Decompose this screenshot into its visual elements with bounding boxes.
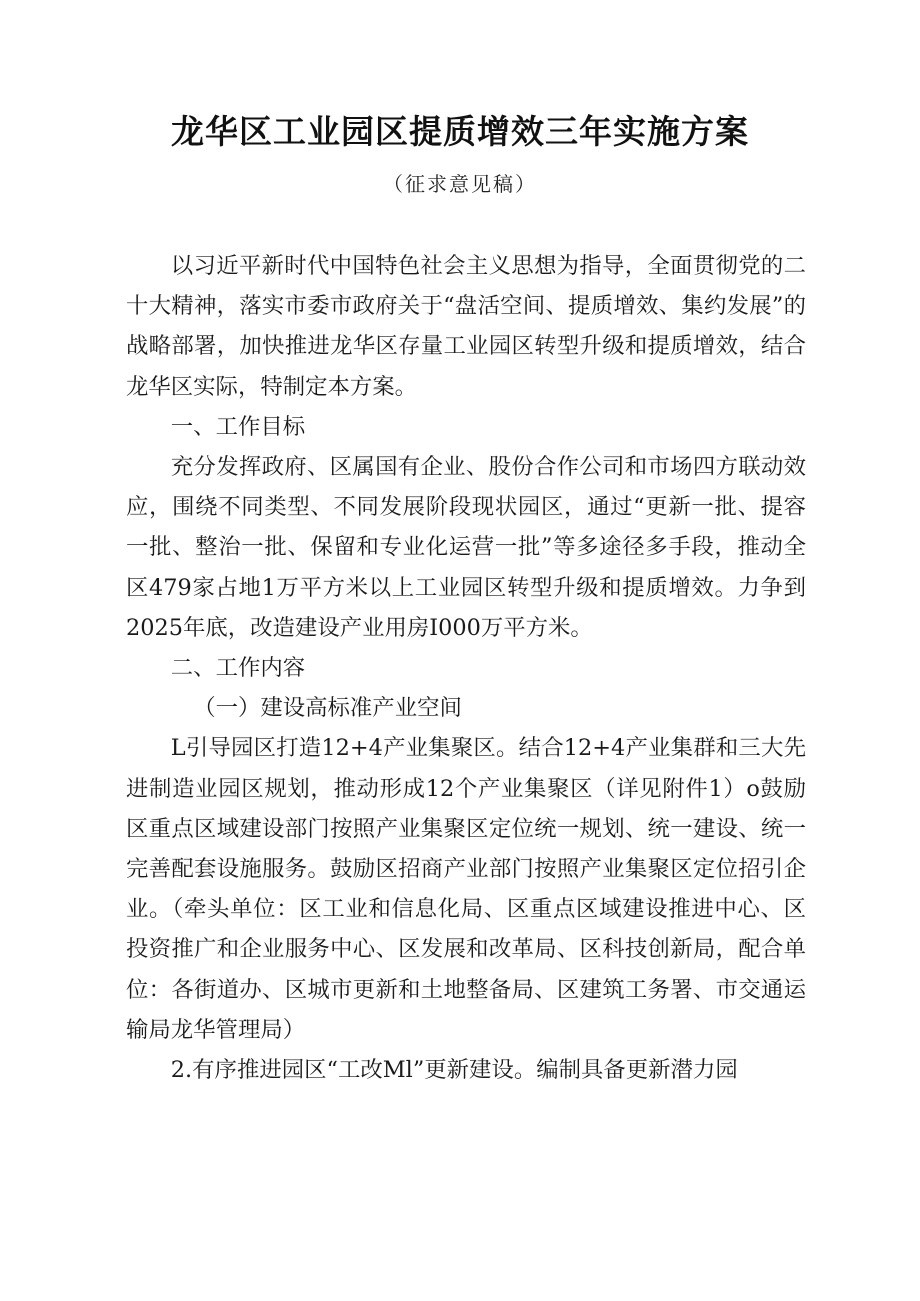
document-title: 龙华区工业园区提质增效三年实施方案 <box>171 112 749 151</box>
goals-paragraph: 充分发挥政府、区属国有企业、股份合作公司和市场四方联动效应，围绕不同类型、不同发展阶段现状园区，通过“更新一批、提容一批、整治一批、保留和专业化运营一批”等多途径多手段，推动全区479家占地1万平方米以上工业园区转型升级和提质增效。力争到2025年底，改造建设产业用房I000万平方米。 <box>126 454 806 641</box>
section-heading-content: 二、工作内容 <box>170 655 306 682</box>
document-subtitle: （征求意见稿） <box>383 172 537 196</box>
intro-paragraph: 以习近平新时代中国特色社会主义思想为指导，全面贯彻党的二十大精神，落实市委市政府关于“盘活空间、提质增效、集约发展”的战略部署，加快推进龙华区存量工业园区转型升级和提质增效，结合龙华区实际，特制定本方案。 <box>126 253 806 400</box>
item-1-paragraph: L引导园区打造12+4产业集聚区。结合12+4产业集群和三大先进制造业园区规划，推动形成12个产业集聚区（详见附件1）o鼓励区重点区域建设部门按照产业集聚区定位统一规划、统一建设、统一完善配套设施服务。鼓励区招商产业部门按照产业集聚区定位招引企业。（牵头单位：区工业和信息化局、区重点区域建设推进中心、区投资推广和企业服务中心、区发展和改革局、区科技创新局，配合单位：各街道办、区城市更新和土地整备局、区建筑工务署、市交通运输局龙华管理局） <box>126 735 806 1043</box>
document-body <box>126 246 806 1090</box>
section-heading-goals: 一、工作目标 <box>170 413 306 440</box>
item-2-paragraph: 2.有序推进园区“工改Ml”更新建设。编制具备更新潜力园 <box>170 1057 738 1084</box>
subsection-heading: （一）建设高标准产业空间 <box>193 695 462 722</box>
